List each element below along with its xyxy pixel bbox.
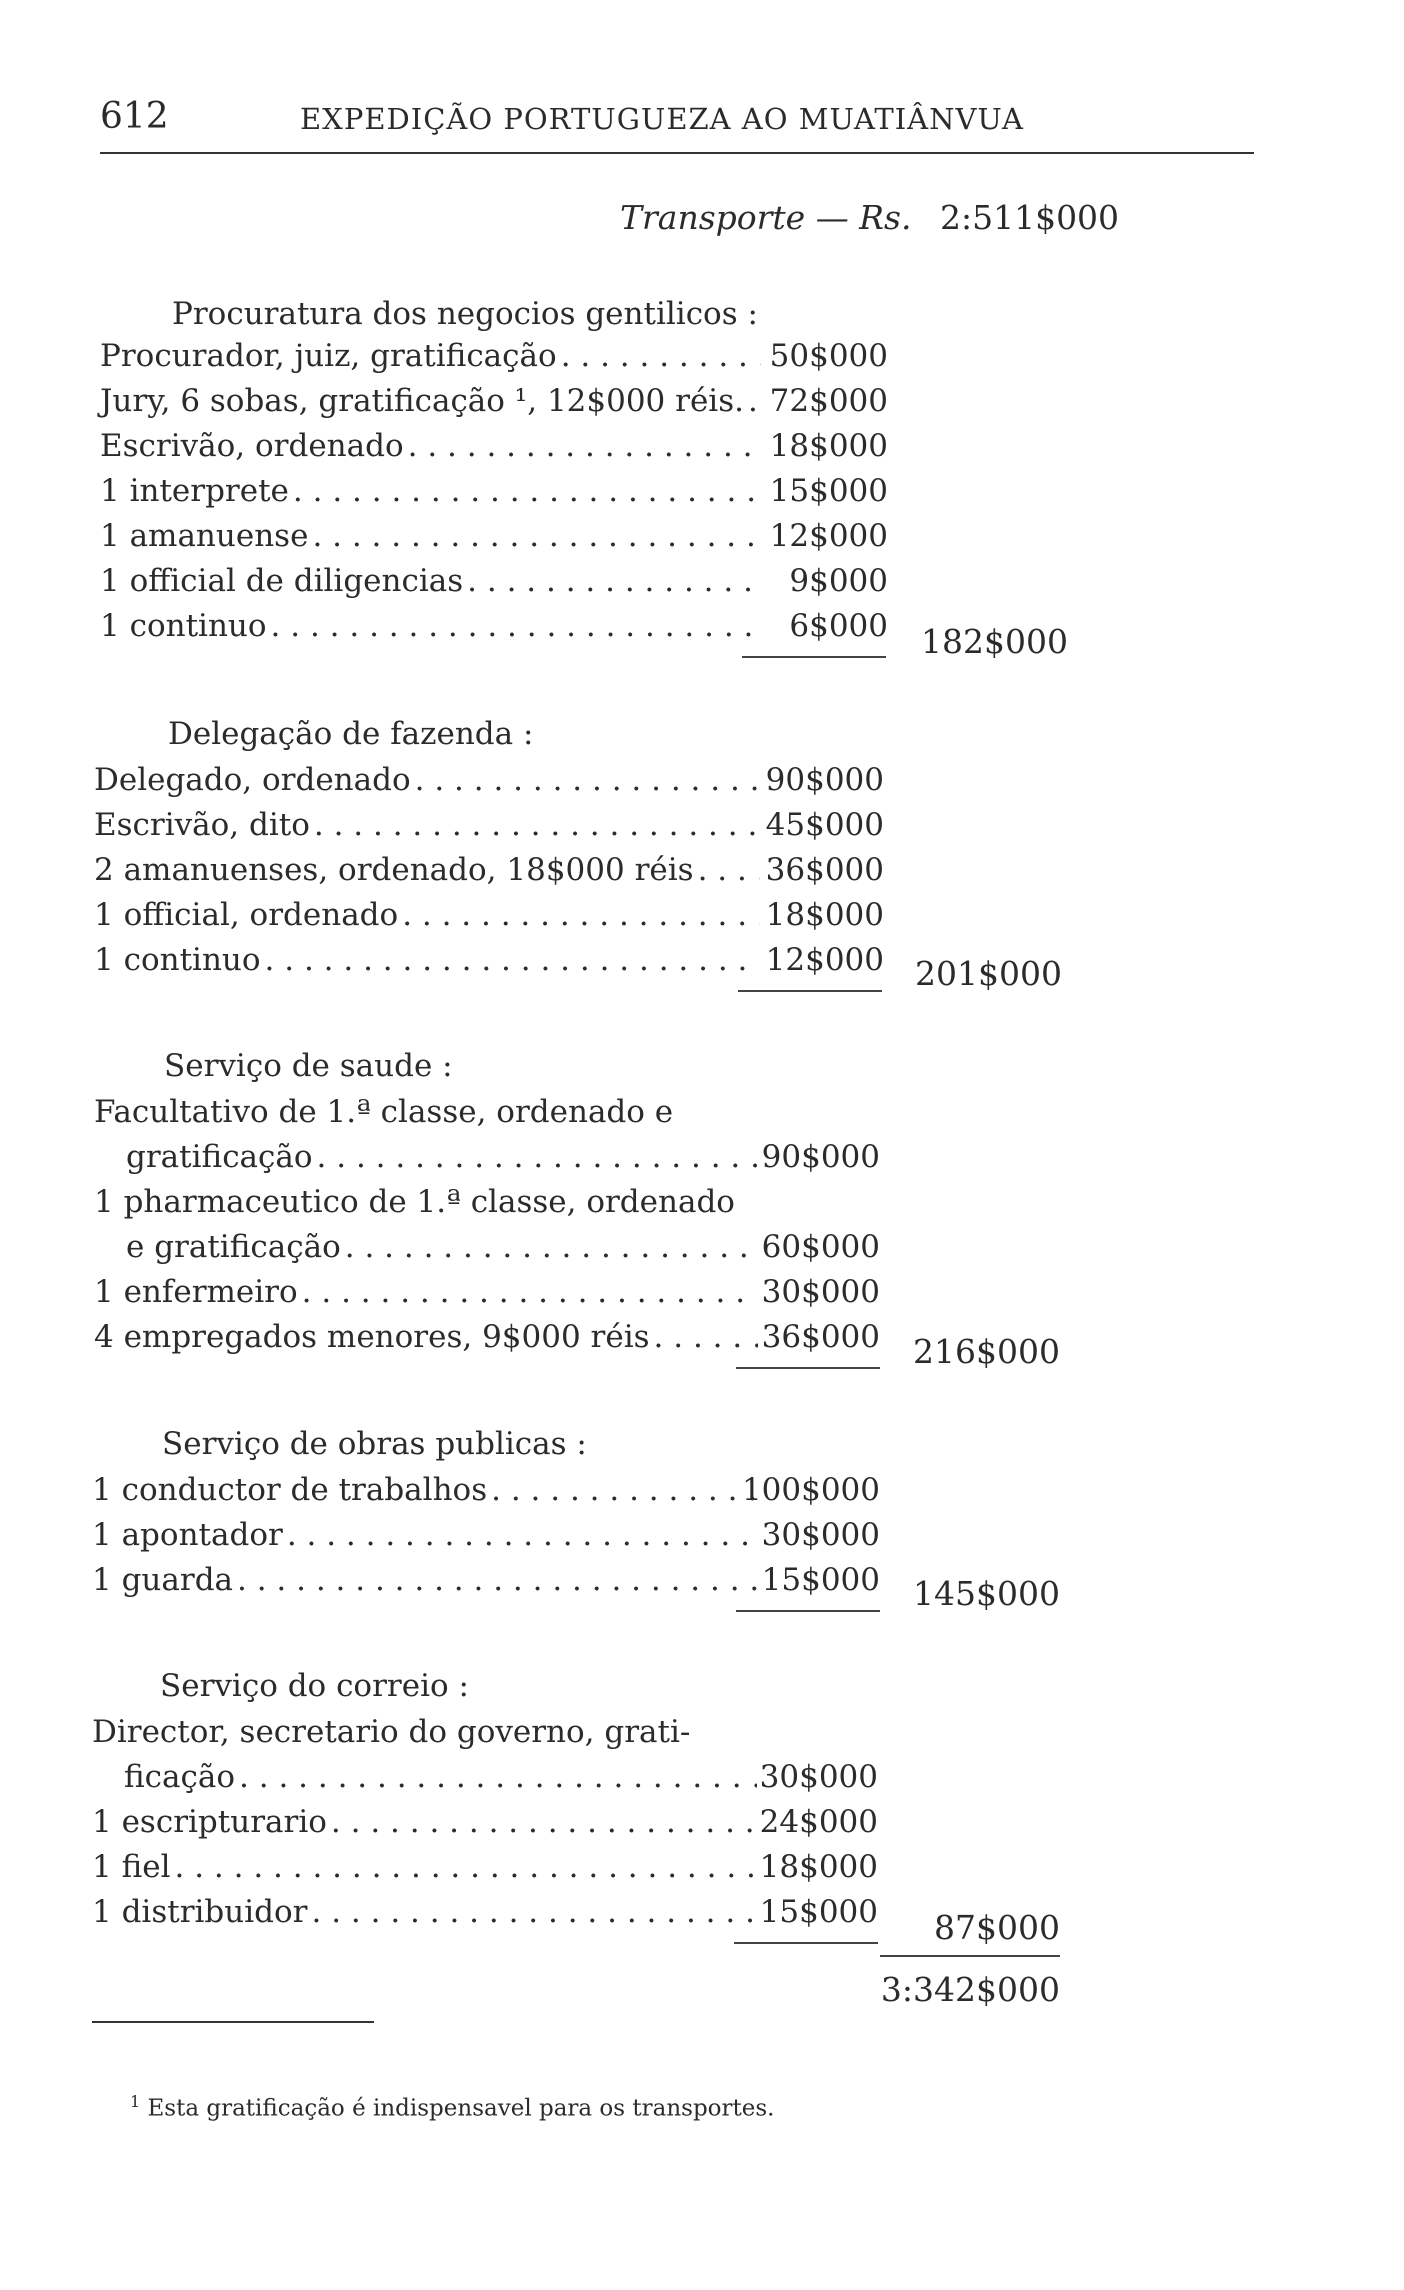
item-amount: 30$000 [761, 1274, 880, 1310]
item-label: 1 distribuidor [92, 1894, 308, 1930]
section-title: Delegação de fazenda : [168, 716, 534, 752]
item-amount: 12$000 [765, 942, 884, 978]
list-item [100, 608, 765, 648]
item-amount: 45$000 [765, 807, 884, 843]
item-label: 1 fiel [92, 1849, 171, 1885]
list-item [92, 1849, 761, 1889]
section-title: Serviço do correio : [160, 1668, 469, 1704]
item-label: ficação [124, 1759, 236, 1795]
transporte-amount: 2:511$000 [939, 198, 1120, 237]
list-item [94, 942, 764, 982]
item-amount: 100$000 [741, 1472, 880, 1508]
item-amount: 30$000 [759, 1759, 878, 1795]
item-amount: 36$000 [761, 1319, 880, 1355]
list-item [92, 1517, 762, 1557]
list-item [100, 473, 765, 513]
item-amount: 15$000 [761, 1562, 880, 1598]
section-subtotal: 201$000 [915, 954, 1062, 993]
list-item [92, 1562, 762, 1602]
item-amount: 90$000 [765, 762, 884, 798]
item-amount: 72$000 [769, 383, 888, 419]
item-amount: 18$000 [769, 428, 888, 464]
list-item [94, 1319, 762, 1359]
list-item [126, 1139, 762, 1179]
item-label: e gratificação [126, 1229, 341, 1265]
item-amount: 15$000 [759, 1894, 878, 1930]
list-item [94, 852, 764, 892]
sum-rule [738, 990, 882, 992]
item-amount: 15$000 [769, 473, 888, 509]
section-title: Serviço de saude : [164, 1048, 453, 1084]
footnote-text: Esta gratificação é indispensavel para os transportes. [147, 2095, 775, 2122]
section-title: Serviço de obras publicas : [162, 1426, 587, 1462]
item-label: Procurador, juiz, gratificação [100, 338, 557, 374]
footnote-rule [92, 2021, 374, 2023]
page-number: 612 [100, 96, 169, 137]
list-item [92, 1804, 761, 1844]
list-item [100, 563, 765, 603]
list-item [100, 518, 765, 558]
transporte-label: Transporte — Rs. [620, 198, 912, 237]
list-item [100, 428, 765, 468]
item-amount: 18$000 [765, 897, 884, 933]
item-label: 1 apontador [92, 1517, 283, 1553]
list-item [92, 1894, 761, 1934]
header-rule [100, 152, 1254, 154]
item-label: 1 official, ordenado [94, 897, 399, 933]
item-label: Escrivão, dito [94, 807, 310, 843]
sum-rule [736, 1610, 880, 1612]
section-subtotal: 216$000 [913, 1332, 1060, 1371]
sum-rule [742, 656, 886, 658]
item-label: 2 amanuenses, ordenado, 18$000 réis [94, 852, 694, 888]
section-subtotal: 87$000 [934, 1908, 1060, 1947]
list-item [126, 1229, 762, 1269]
list-item [100, 383, 765, 423]
item-label: Delegado, ordenado [94, 762, 411, 798]
item-label: gratificação [126, 1139, 313, 1175]
item-amount: 18$000 [759, 1849, 878, 1885]
list-item [100, 338, 765, 378]
footnote-mark: 1 [130, 2092, 141, 2111]
item-label: 1 continuo [94, 942, 261, 978]
item-label: 1 conductor de trabalhos [92, 1472, 488, 1508]
list-item [94, 897, 764, 937]
item-label-line: 1 pharmaceutico de 1.ª classe, ordenado [94, 1184, 735, 1220]
transporte-line [620, 198, 1119, 237]
item-amount: 30$000 [761, 1517, 880, 1553]
item-amount: 9$000 [789, 563, 888, 599]
item-label: 1 enfermeiro [94, 1274, 298, 1310]
running-title: EXPEDIÇÃO PORTUGUEZA AO MUATIÂNVUA [300, 102, 1024, 136]
item-amount: 6$000 [789, 608, 888, 644]
item-amount: 24$000 [759, 1804, 878, 1840]
total-rule [880, 1955, 1060, 1957]
list-item [94, 762, 764, 802]
item-amount: 50$000 [769, 338, 888, 374]
item-amount: 36$000 [765, 852, 884, 888]
item-amount: 60$000 [761, 1229, 880, 1265]
item-amount: 12$000 [769, 518, 888, 554]
list-item [92, 1472, 762, 1512]
item-label: 4 empregados menores, 9$000 réis [94, 1319, 650, 1355]
item-label: 1 continuo [100, 608, 267, 644]
item-label-line: Director, secretario do governo, grati- [92, 1714, 691, 1750]
sum-rule [736, 1367, 880, 1369]
item-label: 1 guarda [92, 1562, 234, 1598]
item-label-line: Facultativo de 1.ª classe, ordenado e [94, 1094, 674, 1130]
section-title: Procuratura dos negocios gentilicos : [172, 296, 758, 332]
item-amount: 90$000 [761, 1139, 880, 1175]
item-label: 1 interprete [100, 473, 289, 509]
grand-total: 3:342$000 [880, 1970, 1060, 2009]
sum-rule [734, 1942, 878, 1944]
item-label: Escrivão, ordenado [100, 428, 404, 464]
section-subtotal: 145$000 [913, 1574, 1060, 1613]
list-item [94, 1274, 762, 1314]
list-item [124, 1759, 761, 1799]
list-item [94, 807, 764, 847]
item-label: Jury, 6 sobas, gratificação ¹, 12$000 réis. [100, 383, 744, 419]
section-subtotal: 182$000 [921, 622, 1068, 661]
item-label: 1 amanuense [100, 518, 309, 554]
item-label: 1 official de diligencias [100, 563, 464, 599]
item-label: 1 escripturario [92, 1804, 327, 1840]
footnote [130, 2092, 775, 2122]
